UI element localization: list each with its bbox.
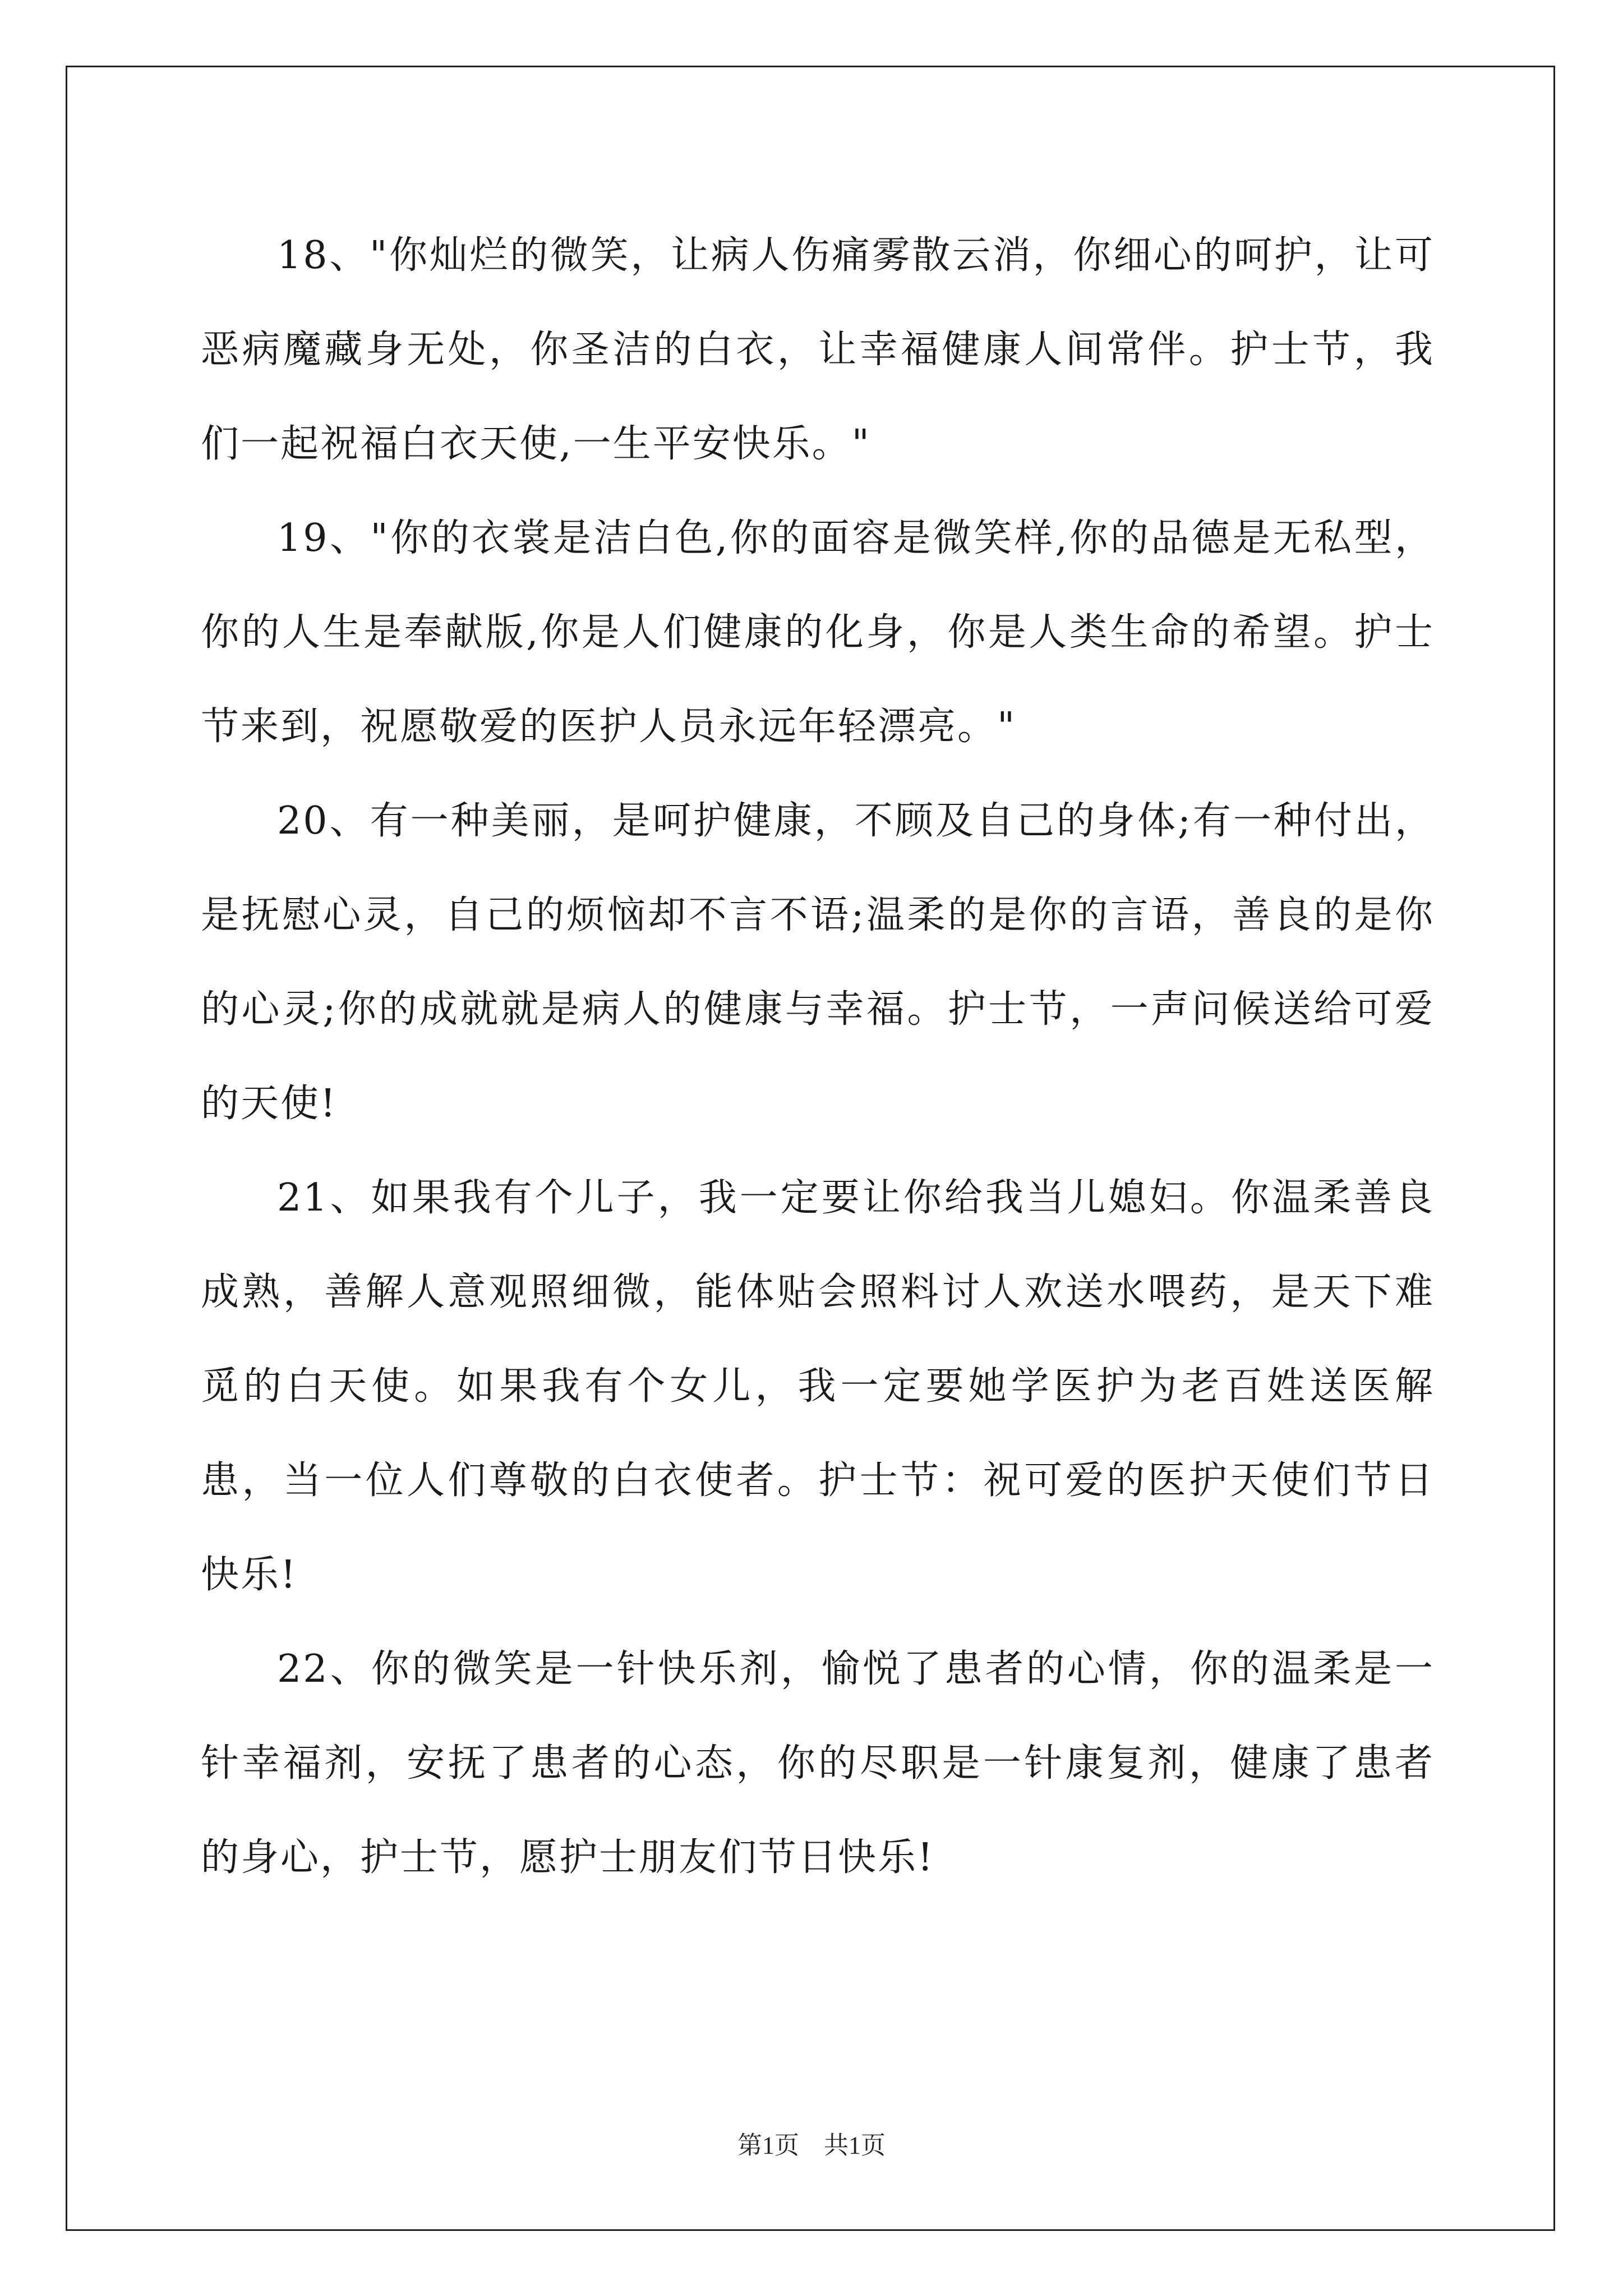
paragraph-18: 18、"你灿烂的微笑，让病人伤痛雾散云消，你细心的呵护，让可恶病魔藏身无处，你圣洁的白衣，让幸福健康人间常伴。护士节，我们一起祝福白衣天使,一生平安快乐。" <box>201 233 1435 466</box>
document-body <box>201 209 1435 1905</box>
paragraph-20: 20、有一种美丽，是呵护健康，不顾及自己的身体;有一种付出，是抚慰心灵，自己的烦恼却不言不语;温柔的是你的言语，善良的是你的心灵;你的成就就是病人的健康与幸福。护士节，一声问候送给可爱的天使! <box>201 799 1435 1126</box>
paragraph-21: 21、如果我有个儿子，我一定要让你给我当儿媳妇。你温柔善良成熟，善解人意观照细微，能体贴会照料讨人欢送水喂药，是天下难觅的白天使。如果我有个女儿，我一定要她学医护为老百姓送医解患，当一位人们尊敬的白衣使者。护士节：祝可爱的医护天使们节日快乐! <box>201 1176 1435 1597</box>
page-number-footer: 第1页 共1页 <box>737 2132 886 2159</box>
paragraph-22: 22、你的微笑是一针快乐剂，愉悦了患者的心情，你的温柔是一针幸福剂，安抚了患者的心态，你的尽职是一针康复剂，健康了患者的身心，护士节，愿护士朋友们节日快乐! <box>201 1647 1435 1880</box>
paragraph-19: 19、"你的衣裳是洁白色,你的面容是微笑样,你的品德是无私型，你的人生是奉献版,你是人们健康的化身，你是人类生命的希望。护士节来到，祝愿敬爱的医护人员永远年轻漂亮。" <box>201 516 1435 749</box>
